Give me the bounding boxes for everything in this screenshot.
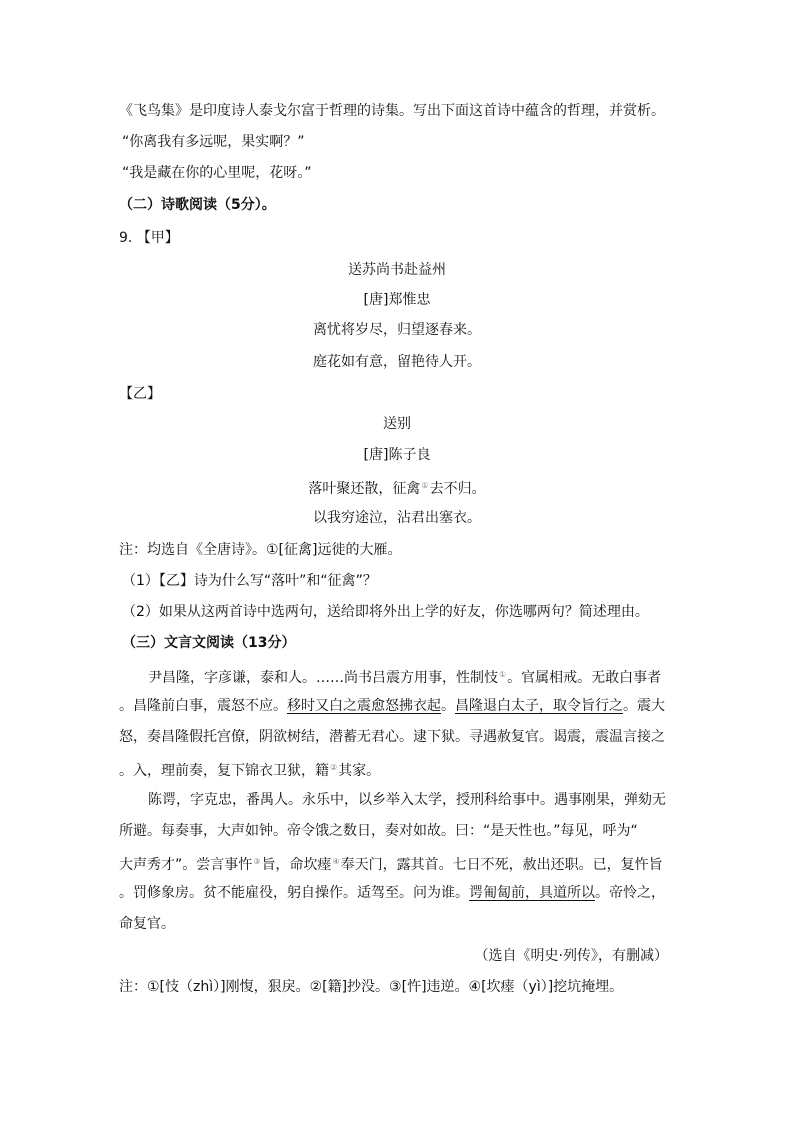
passage2-line1: 陈谔，字克忠，番禺人。永乐中，以乡举入太学，授刑科给事中。遇事刚果，弹劾无 (148, 792, 666, 808)
poem-yi-author: [唐]陈子良 (363, 447, 431, 463)
passage2-line4 (119, 883, 665, 903)
passage2-line3 (119, 852, 663, 872)
intro-quote-fruit: “你离我有多远呢，果实啊？” (122, 134, 305, 150)
passage1-line3: 怒，奏昌隆假托宫僚，阴欲树结，潜蓄无君心。逮下狱。寻遇赦复官。谒震，震温言接之 (119, 729, 665, 745)
source-citation: （选自《明史·列传》，有删减） (474, 948, 668, 964)
passage1-line2-c: 。震大 (623, 698, 665, 714)
footnote-marker: ① (421, 481, 429, 490)
passage1-line1-a: 尹昌隆，字彦谦，泰和人。……尚书吕震方用事，性制忮 (148, 670, 498, 686)
footnote-marker: ① (499, 670, 507, 679)
passage1-line1-b: 。官属相戒。无敢白事者 (507, 670, 662, 686)
poem-jia-title: 送苏尚书赴益州 (348, 262, 446, 278)
passage1-line4 (119, 758, 380, 778)
passage1-line2-a: 。昌隆前白事，震怒不应。 (119, 698, 287, 714)
poem-jia-line1: 离忧将岁尽，归望逐春来。 (313, 322, 481, 338)
intro-quote-flower: “我是藏在你的心里呢，花呀。” (122, 165, 312, 181)
poem-yi-line1-b: 去不归。 (429, 481, 486, 497)
passage2-line5: 命复官。 (119, 916, 175, 932)
underlined-sentence-2: 昌隆退白太子，取令旨行之 (455, 698, 623, 714)
passage2-line3-c: 奉天门，露其首。七日不死，赦出还职。已，复忤旨 (340, 857, 663, 873)
question-1: （1）【乙】诗为什么写“落叶”和“征禽”？ (122, 573, 377, 589)
passage1-line2 (119, 696, 665, 716)
question-2: （2）如果从这两首诗中选两句，送给即将外出上学的好友，你选哪两句？简述理由。 (122, 604, 649, 620)
poem-yi-title: 送别 (383, 416, 411, 432)
passage2-line3-b: 旨，命坎瘗 (261, 857, 332, 873)
passage1-line4-a: 。入，理前奏，复下锦衣卫狱，籍 (119, 763, 329, 779)
section2-heading: （二）诗歌阅读（5分）。 (119, 197, 276, 213)
poem-yi-line1-a: 落叶聚还散，征禽 (308, 481, 421, 497)
poem-yi-line1 (0, 476, 794, 496)
footnote-marker: ② (330, 763, 338, 772)
passage-notes: 注：①[忮（zhì）]刚愎，狠戾。②[籍]抄没。③[忤]违逆。④[坎瘗（yì）]挖坑掩埋。 (119, 979, 624, 995)
passage2-line2: 所避。每奏事，大声如钟。帝令饿之数日，奏对如故。曰：“是天性也。”每见，呼为“ (119, 823, 638, 839)
poem-yi-label: 【乙】 (119, 386, 161, 402)
passage2-line4-b: 。帝怜之， (595, 885, 665, 901)
section3-heading: （三）文言文阅读（13分） (122, 635, 296, 651)
passage1-line2-b: 。 (441, 698, 455, 714)
poem-note: 注：均选自《全唐诗》。①[征禽]远徙的大雁。 (119, 542, 402, 558)
passage1-line4-b: 其家。 (338, 763, 381, 779)
poem-yi-line2: 以我穷途泣，沾君出塞衣。 (313, 510, 481, 526)
passage2-line3-a: 大声秀才”。尝言事忤 (119, 857, 253, 873)
underlined-sentence-1: 移时又白之震愈怒拂衣起 (287, 698, 441, 714)
intro-prompt: 《飞鸟集》是印度诗人泰戈尔富于哲理的诗集。写出下面这首诗中蕴含的哲理，并赏析。 (119, 103, 665, 119)
passage1-line1 (148, 665, 661, 685)
poem-jia-line2: 庭花如有意，留艳待人开。 (313, 354, 481, 370)
underlined-sentence-3: 谔匍匐前，具道所以 (469, 885, 595, 901)
passage2-line4-a: 。罚修象房。贫不能雇役，躬自操作。适驾至。问为谁。 (119, 885, 469, 901)
footnote-marker: ④ (332, 857, 340, 866)
poem-jia-author: [唐]郑惟忠 (363, 292, 431, 308)
footnote-marker: ③ (253, 857, 261, 866)
question9-label: 9. 【甲】 (119, 230, 179, 246)
